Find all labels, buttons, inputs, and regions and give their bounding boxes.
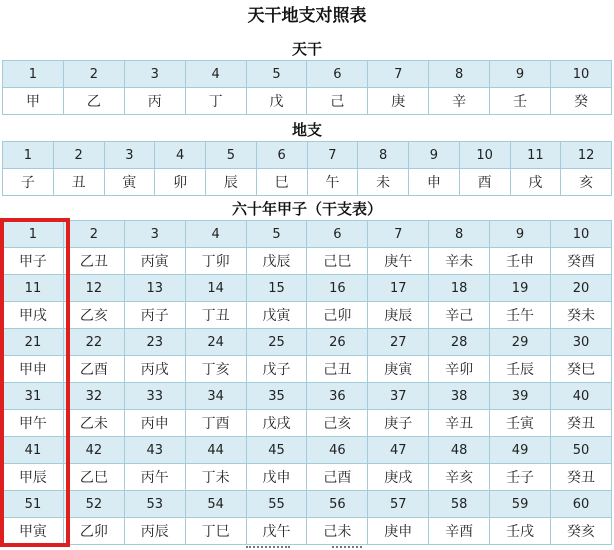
index-cell: 50: [551, 437, 612, 464]
ganzhi-cell: 己丑: [307, 356, 368, 383]
ganzhi-cell: 乙卯: [63, 518, 124, 545]
index-cell: 32: [63, 383, 124, 410]
branch-cell: 丑: [53, 169, 104, 196]
ganzhi-cell: 戊午: [246, 518, 307, 545]
ganzhi-cell: 戊寅: [246, 302, 307, 329]
branch-cell: 寅: [104, 169, 155, 196]
index-cell: 1: [3, 221, 64, 248]
ganzhi-cell: 甲午: [3, 410, 64, 437]
index-cell: 5: [246, 221, 307, 248]
branch-cell: 未: [358, 169, 409, 196]
branch-cell: 酉: [459, 169, 510, 196]
index-cell: 38: [429, 383, 490, 410]
ganzhi-cell: 庚辰: [368, 302, 429, 329]
index-cell: 3: [124, 61, 185, 88]
index-cell: 5: [246, 61, 307, 88]
index-cell: 31: [3, 383, 64, 410]
index-cell: 40: [551, 383, 612, 410]
ganzhi-cell: 丁亥: [185, 356, 246, 383]
number-row: [3, 437, 612, 464]
index-cell: 4: [185, 61, 246, 88]
index-cell: 2: [63, 221, 124, 248]
ganzhi-cell: 辛丑: [429, 410, 490, 437]
index-cell: 29: [490, 329, 551, 356]
jiazi-section-label: 六十年甲子（干支表）: [231, 200, 382, 218]
branch-cell: 申: [409, 169, 460, 196]
index-cell: 25: [246, 329, 307, 356]
index-cell: 23: [124, 329, 185, 356]
ganzhi-cell: 庚戌: [368, 464, 429, 491]
ganzhi-cell: 己酉: [307, 464, 368, 491]
stem-cell: 庚: [368, 88, 429, 115]
ganzhi-row: [3, 248, 612, 275]
jiazi-table: [2, 220, 612, 545]
ganzhi-cell: 癸丑: [551, 410, 612, 437]
index-cell: 43: [124, 437, 185, 464]
index-cell: 27: [368, 329, 429, 356]
branch-cell: 亥: [561, 169, 612, 196]
index-cell: 59: [490, 491, 551, 518]
index-cell: 10: [459, 142, 510, 169]
index-cell: 39: [490, 383, 551, 410]
index-cell: 47: [368, 437, 429, 464]
ganzhi-row: [3, 169, 612, 196]
ganzhi-cell: 丙申: [124, 410, 185, 437]
ganzhi-row: [3, 356, 612, 383]
stem-cell: 乙: [63, 88, 124, 115]
index-cell: 2: [63, 61, 124, 88]
branch-cell: 子: [3, 169, 54, 196]
ganzhi-cell: 乙巳: [63, 464, 124, 491]
branch-cell: 戌: [510, 169, 561, 196]
index-cell: 12: [63, 275, 124, 302]
index-cell: 8: [429, 221, 490, 248]
dizhi-section-label: 地支: [291, 121, 322, 139]
index-cell: 33: [124, 383, 185, 410]
ganzhi-cell: 乙未: [63, 410, 124, 437]
stem-cell: 甲: [3, 88, 64, 115]
index-cell: 6: [307, 61, 368, 88]
ganzhi-cell: 辛未: [429, 248, 490, 275]
branch-cell: 卯: [155, 169, 206, 196]
stem-cell: 己: [307, 88, 368, 115]
index-cell: 10: [551, 61, 612, 88]
index-cell: 58: [429, 491, 490, 518]
ganzhi-cell: 丁未: [185, 464, 246, 491]
number-row: [3, 329, 612, 356]
index-cell: 49: [490, 437, 551, 464]
index-cell: 54: [185, 491, 246, 518]
number-row: [3, 221, 612, 248]
ganzhi-cell: 丁丑: [185, 302, 246, 329]
index-cell: 17: [368, 275, 429, 302]
branch-cell: 午: [307, 169, 358, 196]
ganzhi-cell: 癸未: [551, 302, 612, 329]
ganzhi-cell: 庚子: [368, 410, 429, 437]
stem-cell: 辛: [429, 88, 490, 115]
index-cell: 16: [307, 275, 368, 302]
ganzhi-cell: 辛卯: [429, 356, 490, 383]
ganzhi-cell: 癸亥: [551, 518, 612, 545]
index-cell: 8: [358, 142, 409, 169]
index-cell: 4: [155, 142, 206, 169]
index-cell: 13: [124, 275, 185, 302]
number-row: [3, 142, 612, 169]
index-cell: 22: [63, 329, 124, 356]
index-cell: 36: [307, 383, 368, 410]
stem-cell: 戊: [246, 88, 307, 115]
cutoff-mark: [332, 546, 362, 548]
ganzhi-cell: 甲申: [3, 356, 64, 383]
index-cell: 8: [429, 61, 490, 88]
index-cell: 48: [429, 437, 490, 464]
ganzhi-cell: 壬午: [490, 302, 551, 329]
number-row: [3, 383, 612, 410]
index-cell: 11: [510, 142, 561, 169]
index-cell: 46: [307, 437, 368, 464]
index-cell: 3: [104, 142, 155, 169]
branch-cell: 巳: [256, 169, 307, 196]
ganzhi-cell: 戊戌: [246, 410, 307, 437]
index-cell: 24: [185, 329, 246, 356]
index-cell: 20: [551, 275, 612, 302]
ganzhi-cell: 戊子: [246, 356, 307, 383]
ganzhi-cell: 壬子: [490, 464, 551, 491]
index-cell: 53: [124, 491, 185, 518]
ganzhi-cell: 丙戌: [124, 356, 185, 383]
index-cell: 44: [185, 437, 246, 464]
index-cell: 56: [307, 491, 368, 518]
index-cell: 55: [246, 491, 307, 518]
index-cell: 57: [368, 491, 429, 518]
index-cell: 52: [63, 491, 124, 518]
index-cell: 10: [551, 221, 612, 248]
index-cell: 1: [3, 142, 54, 169]
ganzhi-cell: 癸酉: [551, 248, 612, 275]
ganzhi-cell: 戊申: [246, 464, 307, 491]
index-cell: 7: [368, 61, 429, 88]
number-row: [3, 61, 612, 88]
ganzhi-cell: 己亥: [307, 410, 368, 437]
index-cell: 3: [124, 221, 185, 248]
index-cell: 4: [185, 221, 246, 248]
ganzhi-row: [3, 302, 612, 329]
ganzhi-cell: 辛亥: [429, 464, 490, 491]
index-cell: 15: [246, 275, 307, 302]
ganzhi-cell: 壬辰: [490, 356, 551, 383]
ganzhi-cell: 甲戌: [3, 302, 64, 329]
ganzhi-cell: 戊辰: [246, 248, 307, 275]
index-cell: 45: [246, 437, 307, 464]
index-cell: 6: [307, 221, 368, 248]
index-cell: 12: [561, 142, 612, 169]
tiangan-table: [2, 60, 612, 115]
index-cell: 51: [3, 491, 64, 518]
index-cell: 2: [53, 142, 104, 169]
cutoff-text-fragment: [0, 546, 614, 550]
ganzhi-cell: 庚申: [368, 518, 429, 545]
ganzhi-row: [3, 518, 612, 545]
ganzhi-cell: 壬戌: [490, 518, 551, 545]
index-cell: 14: [185, 275, 246, 302]
ganzhi-cell: 己卯: [307, 302, 368, 329]
index-cell: 19: [490, 275, 551, 302]
ganzhi-cell: 己巳: [307, 248, 368, 275]
ganzhi-cell: 己未: [307, 518, 368, 545]
index-cell: 18: [429, 275, 490, 302]
ganzhi-cell: 丙子: [124, 302, 185, 329]
ganzhi-cell: 乙酉: [63, 356, 124, 383]
ganzhi-cell: 丙寅: [124, 248, 185, 275]
index-cell: 6: [256, 142, 307, 169]
index-cell: 9: [490, 61, 551, 88]
page-title: 天干地支对照表: [247, 6, 367, 26]
ganzhi-cell: 辛己: [429, 302, 490, 329]
ganzhi-cell: 丙午: [124, 464, 185, 491]
ganzhi-row: [3, 88, 612, 115]
ganzhi-row: [3, 464, 612, 491]
dizhi-table: [2, 141, 612, 196]
index-cell: 34: [185, 383, 246, 410]
ganzhi-cell: 丙辰: [124, 518, 185, 545]
ganzhi-cell: 辛酉: [429, 518, 490, 545]
ganzhi-cell: 乙丑: [63, 248, 124, 275]
ganzhi-cell: 壬寅: [490, 410, 551, 437]
ganzhi-cell: 乙亥: [63, 302, 124, 329]
index-cell: 42: [63, 437, 124, 464]
ganzhi-cell: 甲辰: [3, 464, 64, 491]
index-cell: 9: [409, 142, 460, 169]
ganzhi-cell: 甲寅: [3, 518, 64, 545]
index-cell: 11: [3, 275, 64, 302]
ganzhi-cell: 丁酉: [185, 410, 246, 437]
tiangan-section-label: 天干: [291, 40, 322, 58]
index-cell: 21: [3, 329, 64, 356]
index-cell: 5: [206, 142, 257, 169]
index-cell: 26: [307, 329, 368, 356]
index-cell: 37: [368, 383, 429, 410]
number-row: [3, 491, 612, 518]
index-cell: 41: [3, 437, 64, 464]
index-cell: 7: [368, 221, 429, 248]
stem-cell: 癸: [551, 88, 612, 115]
ganzhi-cell: 癸丑: [551, 464, 612, 491]
index-cell: 7: [307, 142, 358, 169]
ganzhi-cell: 庚午: [368, 248, 429, 275]
ganzhi-cell: 丁卯: [185, 248, 246, 275]
ganzhi-row: [3, 410, 612, 437]
ganzhi-cell: 庚寅: [368, 356, 429, 383]
cutoff-mark: [246, 546, 290, 548]
index-cell: 60: [551, 491, 612, 518]
ganzhi-cell: 丁巳: [185, 518, 246, 545]
ganzhi-cell: 癸巳: [551, 356, 612, 383]
stem-cell: 壬: [490, 88, 551, 115]
ganzhi-cell: 壬申: [490, 248, 551, 275]
index-cell: 28: [429, 329, 490, 356]
index-cell: 1: [3, 61, 64, 88]
branch-cell: 辰: [206, 169, 257, 196]
number-row: [3, 275, 612, 302]
index-cell: 35: [246, 383, 307, 410]
ganzhi-cell: 甲子: [3, 248, 64, 275]
stem-cell: 丁: [185, 88, 246, 115]
index-cell: 30: [551, 329, 612, 356]
stem-cell: 丙: [124, 88, 185, 115]
index-cell: 9: [490, 221, 551, 248]
